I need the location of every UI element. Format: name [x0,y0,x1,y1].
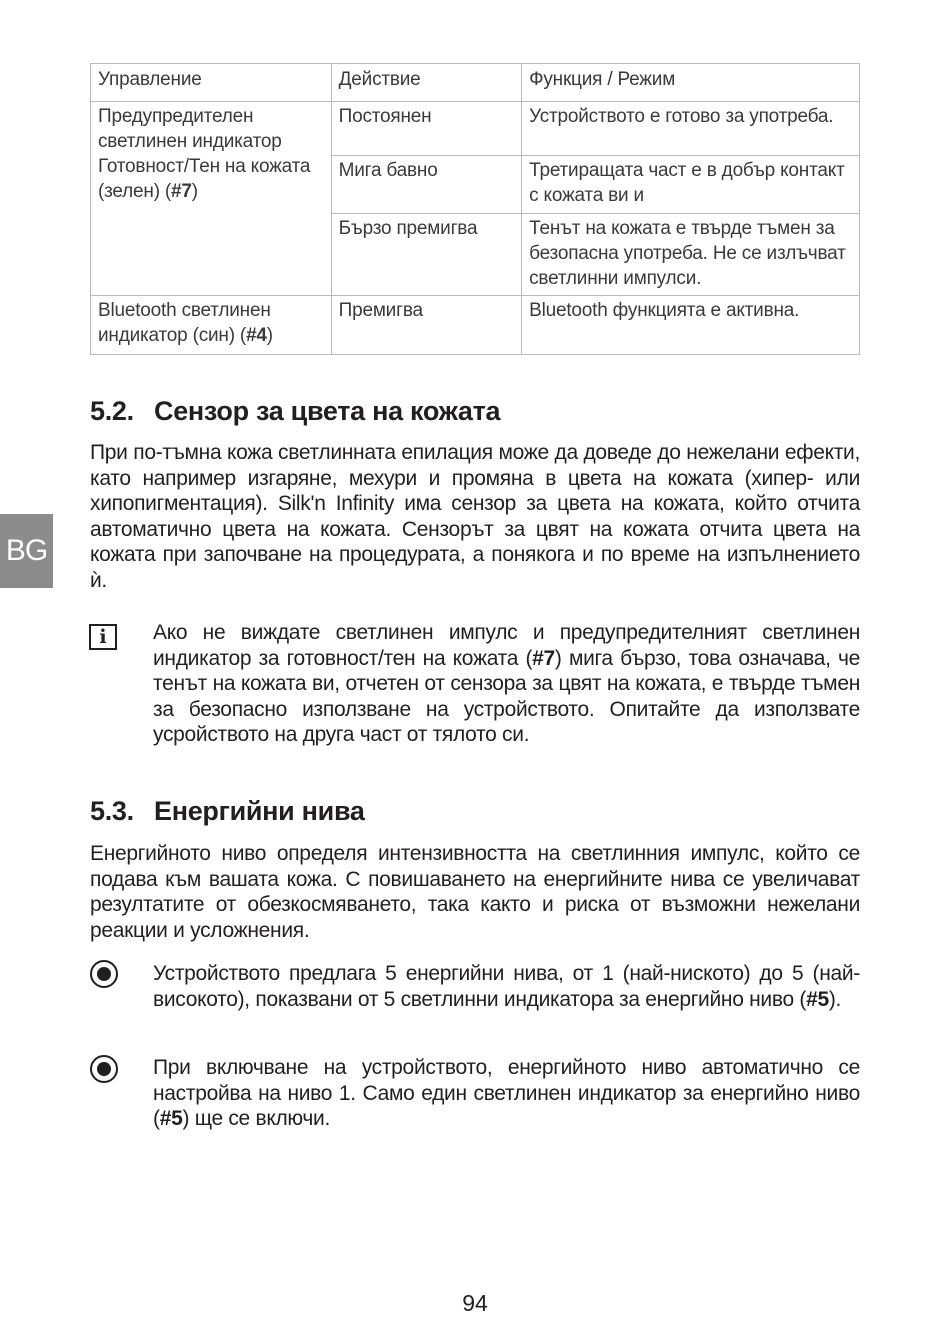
bullet-item: Устройството предлага 5 енергийни нива, от 1 (най-ниското) до 5 (най-високото), показвани от 5 светлинни индикатора за енергийно ниво (#5). [153,962,860,1011]
function-cell: Устройството е готово за употреба. [522,102,860,156]
action-cell: Мига бавно [331,156,521,214]
section-number: 5.3. [90,796,134,826]
header-function: Функция / Режим [522,64,860,102]
ref-number: #7 [532,646,555,670]
table-row [91,102,860,156]
readiness-indicator-cell: Предупредителен светлинен индикатор Готовност/Тен на кожата (зелен) (#7) [91,102,332,296]
section-heading-5-2 [90,396,500,427]
function-cell: Тенът на кожата е твърде тъмен за безопасна употреба. Не се излъчват светлинни импулси. [522,214,860,296]
action-cell: Постоянен [331,102,521,156]
header-action: Действие [331,64,521,102]
section-title: Сензор за цвета на кожата [154,396,501,426]
info-icon: i [89,624,117,650]
ref-number: #5 [806,987,829,1011]
table-header-row [91,64,860,102]
bullet-circle-icon [90,960,118,988]
ref-number: #4 [246,325,267,346]
section-heading-5-3 [90,796,365,827]
section-5-3-body: Енергийното ниво определя интензивността на светлинния импулс, който се подава към вашата кожа. С повишаването на енергийните нива се увеличават резултатите от обезкосмяването, така както и риска от възможни нежелани реакции и усложнения. [90,842,860,942]
bullet-circle-icon [90,1055,118,1083]
section-5-2-body: При по-тъмна кожа светлинната епилация може да доведе до нежелани ефекти, като например изгаряне, мехури и промяна в цвета на кожата (хипер- или хипопигментация). Silk'n Infinity има сензор за цвета на кожата, който отчита автоматично цвета на кожата. Сензорът за цвят на кожата отчита цвета на кожата при започване на процедурата, а понякога и по време на изпълнението ѝ. [90,441,860,592]
action-cell: Премигва [331,296,521,355]
ref-number: #5 [159,1107,183,1130]
ref-number: #7 [171,181,192,202]
function-cell: Третиращата част е в добър контакт с кожата ви и [522,156,860,214]
function-cell: Bluetooth функцията е активна. [522,296,860,355]
bullet-item: При включване на устройството, енергийното ниво автоматично се настройва на ниво 1. Само един светлинен индикатор за енергийно ниво (#5) ще се включи. [153,1056,860,1130]
header-control: Управление [91,64,332,102]
indicator-table [90,63,860,355]
action-cell: Бързо премигва [331,214,521,296]
page-number: 94 [462,1290,488,1316]
table-row [91,296,860,355]
section-title: Енергийни нива [154,796,365,826]
language-tab: BG [0,514,53,588]
info-note: Ако не виждате светлинен импулс и предупредителният светлинен индикатор за готовност/тен на кожата (#7) мига бързо, това означава, че тенът на кожата ви, отчетен от сензора за цвят на кожата, е твърде тъмен за безопасно използване на устройството. Опитайте да използвате усройството на друга част от тялото си. [153,621,860,746]
bluetooth-indicator-cell: Bluetooth светлинен индикатор (син) (#4) [91,296,332,355]
section-number: 5.2. [90,396,134,426]
